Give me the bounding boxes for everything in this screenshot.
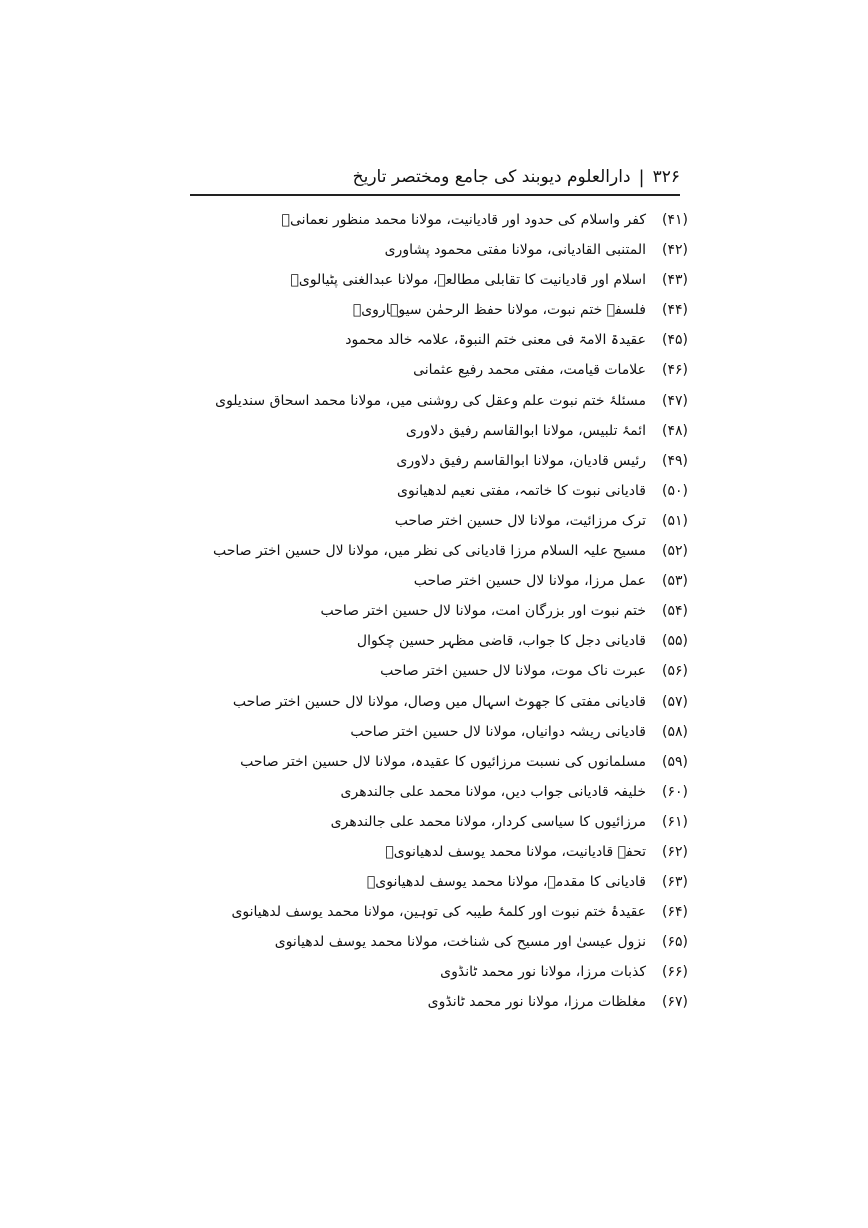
item-number: (۵۱) <box>662 512 688 529</box>
list-item <box>168 867 688 897</box>
item-number: (۴۲) <box>662 242 688 259</box>
item-number: (۴۹) <box>662 452 688 469</box>
item-text: ختم نبوت اور بزرگان امت، مولانا لال حسین اختر صاحب <box>320 603 646 620</box>
item-text: مسئلۂ ختم نبوت علم وعقل کی روشنی میں، مولانا محمد اسحاق سندیلوی <box>215 392 646 409</box>
item-text: تحفہ قادیانیت، مولانا محمد یوسف لدھیانویؒ <box>385 843 646 860</box>
list-item <box>168 717 688 747</box>
item-number: (۵۵) <box>662 633 688 650</box>
item-number: (۵۳) <box>662 573 688 590</box>
list-item <box>168 747 688 777</box>
item-text: رئیس قادیان، مولانا ابوالقاسم رفیق دلاوری <box>396 452 646 469</box>
list-item <box>168 687 688 717</box>
item-number: (۶۳) <box>662 874 688 891</box>
list-item <box>168 265 688 295</box>
item-text: اسلام اور قادیانیت کا تقابلی مطالعہ، مولانا عبدالغنی پٹیالویؒ <box>290 272 646 289</box>
item-text: عبرت ناک موت، مولانا لال حسین اختر صاحب <box>380 663 646 680</box>
item-number: (۵۸) <box>662 723 688 740</box>
list-item <box>168 506 688 536</box>
book-title: دارالعلوم دیوبند کی جامع ومختصر تاریخ <box>352 167 631 187</box>
item-text: مرزائیوں کا سیاسی کردار، مولانا محمد علی جالندھری <box>330 813 646 830</box>
running-header <box>190 164 680 190</box>
item-text: مغلظات مرزا، مولانا نور محمد ٹانڈوی <box>427 994 646 1011</box>
list-item <box>168 536 688 566</box>
page-number: ۳۲۶ <box>652 167 680 187</box>
list-item <box>168 987 688 1017</box>
list-item <box>168 355 688 385</box>
list-item <box>168 897 688 927</box>
list-item <box>168 325 688 355</box>
item-number: (۴۴) <box>662 302 688 319</box>
list-item <box>168 777 688 807</box>
list-item <box>168 205 688 235</box>
list-item <box>168 416 688 446</box>
header-separator: | <box>638 166 645 188</box>
item-text: علامات قیامت، مفتی محمد رفیع عثمانی <box>413 362 646 379</box>
item-text: عقیدۃ الامۃ فی معنی ختم النبوۃ، علامہ خالد محمود <box>345 332 646 349</box>
list-item <box>168 656 688 686</box>
list-item <box>168 386 688 416</box>
list-item <box>168 235 688 265</box>
item-number: (۶۵) <box>662 934 688 951</box>
list-item <box>168 446 688 476</box>
item-text: قادیانی کا مقدمہ، مولانا محمد یوسف لدھیانویؒ <box>366 874 646 891</box>
list-item <box>168 957 688 987</box>
item-number: (۴۶) <box>662 362 688 379</box>
item-text: خلیفہ قادیانی جواب دیں، مولانا محمد علی جالندھری <box>340 783 646 800</box>
header-rule <box>190 194 680 196</box>
item-number: (۶۲) <box>662 843 688 860</box>
item-text: قادیانی ریشہ دوانیاں، مولانا لال حسین اختر صاحب <box>350 723 646 740</box>
item-text: قادیانی دجل کا جواب، قاضی مظہر حسین چکوال <box>356 633 646 650</box>
item-number: (۶۴) <box>662 904 688 921</box>
item-text: قادیانی مفتی کا جھوٹ اسہال میں وصال، مولانا لال حسین اختر صاحب <box>232 693 646 710</box>
item-text: عقیدۂ ختم نبوت اور کلمۂ طیبہ کی توہین، مولانا محمد یوسف لدھیانوی <box>231 904 646 921</box>
item-number: (۴۵) <box>662 332 688 349</box>
list-item <box>168 596 688 626</box>
item-number: (۶۶) <box>662 964 688 981</box>
item-number: (۴۱) <box>662 212 688 228</box>
item-number: (۵۲) <box>662 543 688 560</box>
list-item <box>168 807 688 837</box>
item-number: (۶۱) <box>662 813 688 830</box>
item-text: مسلمانوں کی نسبت مرزائیوں کا عقیدہ، مولانا لال حسین اختر صاحب <box>240 753 646 770</box>
item-text: ترک مرزائیت، مولانا لال حسین اختر صاحب <box>394 512 646 529</box>
item-number: (۴۳) <box>662 272 688 289</box>
item-text: کفر واسلام کی حدود اور قادیانیت، مولانا محمد منظور نعمانیؒ <box>281 212 646 228</box>
item-number: (۵۰) <box>662 482 688 499</box>
list-item <box>168 476 688 506</box>
item-number: (۵۹) <box>662 753 688 770</box>
item-text: قادیانی نبوت کا خاتمہ، مفتی نعیم لدھیانوی <box>397 482 646 499</box>
item-number: (۵۴) <box>662 603 688 620</box>
list-item <box>168 566 688 596</box>
item-number: (۶۰) <box>662 783 688 800</box>
list-item <box>168 927 688 957</box>
item-text: المتنبی القادیانی، مولانا مفتی محمود پشاوری <box>384 242 646 259</box>
list-item <box>168 626 688 656</box>
item-number: (۶۷) <box>662 994 688 1011</box>
item-number: (۴۸) <box>662 422 688 439</box>
item-text: عمل مرزا، مولانا لال حسین اختر صاحب <box>413 573 646 590</box>
item-number: (۴۷) <box>662 392 688 409</box>
item-text: نزول عیسیٰ اور مسیح کی شناخت، مولانا محمد یوسف لدھیانوی <box>274 934 646 951</box>
list-item <box>168 295 688 325</box>
item-text: مسیح علیہ السلام مرزا قادیانی کی نظر میں، مولانا لال حسین اختر صاحب <box>213 543 646 560</box>
item-number: (۵۶) <box>662 663 688 680</box>
item-text: کذبات مرزا، مولانا نور محمد ٹانڈوی <box>440 964 646 981</box>
book-list <box>168 205 688 1018</box>
item-number: (۵۷) <box>662 693 688 710</box>
item-text: فلسفۂ ختم نبوت، مولانا حفظ الرحمٰن سیوہارویؒ <box>352 302 646 319</box>
item-text: ائمۂ تلبیس، مولانا ابوالقاسم رفیق دلاوری <box>405 422 646 439</box>
list-item <box>168 837 688 867</box>
